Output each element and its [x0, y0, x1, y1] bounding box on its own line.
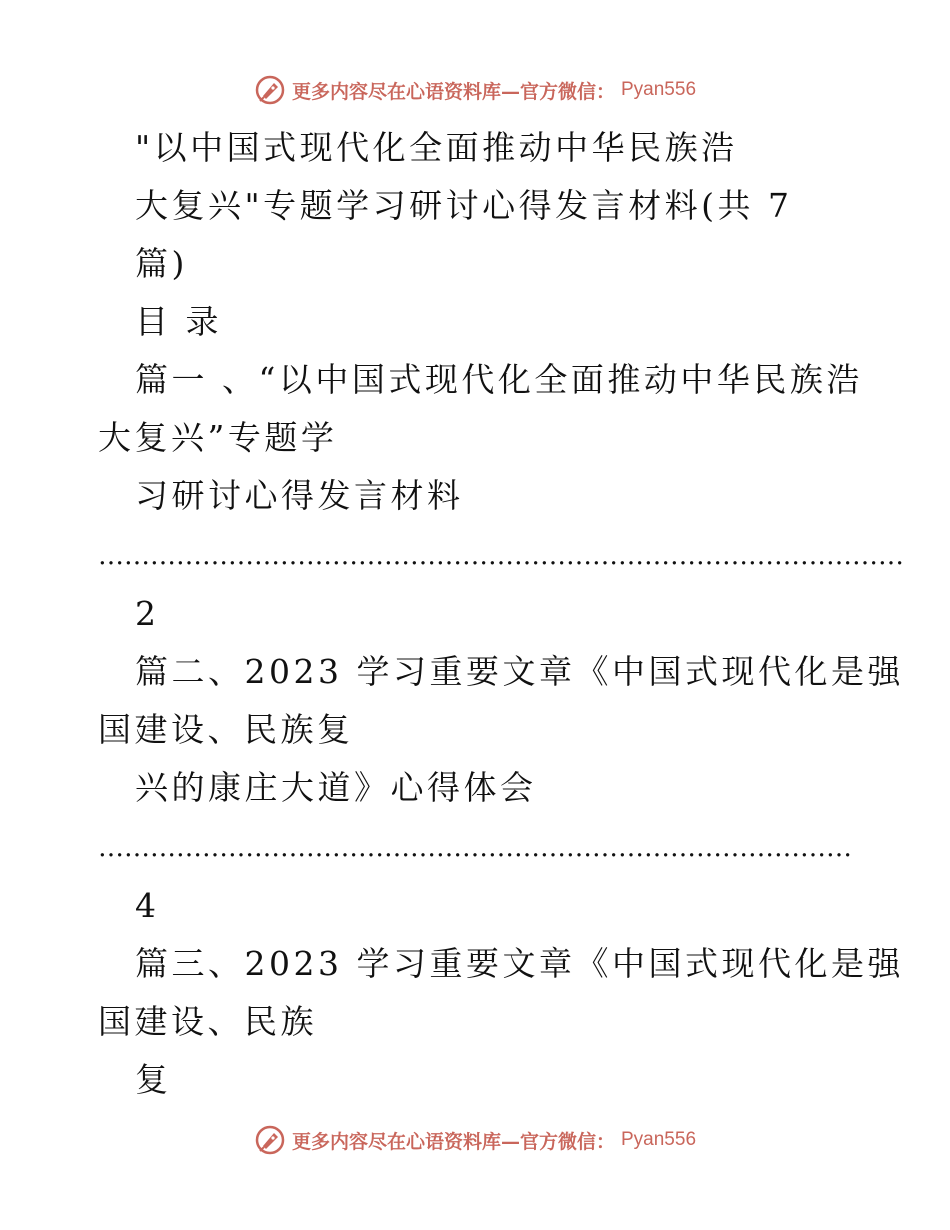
toc-entry-1-page-number: 2 — [135, 594, 160, 633]
toc-heading: 目 录 — [135, 302, 222, 341]
toc-entry-1-line-3: 习研讨心得发言材料 — [135, 476, 464, 515]
toc-entry-2-leader: …………………………………………………………………………… — [98, 833, 852, 863]
toc-entry-3-line-3: 复 — [135, 1060, 172, 1099]
toc-entry-1-line-2: 大复兴”专题学 — [98, 418, 338, 457]
pen-nib-logo-icon — [254, 1124, 286, 1156]
toc-entry-2-page-number: 4 — [135, 886, 160, 925]
toc-entry-2-line-3: 兴的康庄大道》心得体会 — [135, 768, 537, 807]
toc-entry-3-line-2: 国建设、民族 — [98, 1002, 317, 1041]
document-title-line-2: 大复兴"专题学习研讨心得发言材料(共 7 — [135, 186, 793, 225]
watermark-text: 更多内容尽在心语资料库—官方微信： — [291, 80, 615, 103]
toc-entry-1-leader: ………………………………………………………………………………… — [98, 541, 904, 571]
watermark-wechat-id: Pyan556 — [621, 79, 697, 100]
document-title-line-1: "以中国式现代化全面推动中华民族浩 — [135, 128, 738, 167]
footer-watermark-banner — [0, 1120, 950, 1160]
watermark-text: 更多内容尽在心语资料库—官方微信： — [291, 1130, 615, 1153]
document-title-line-3: 篇) — [135, 244, 188, 283]
toc-entry-2-line-2: 国建设、民族复 — [98, 710, 354, 749]
toc-entry-2-line-1: 篇二、2023 学习重要文章《中国式现代化是强 — [135, 652, 904, 691]
watermark-wechat-id: Pyan556 — [621, 1129, 697, 1150]
toc-entry-3-line-1: 篇三、2023 学习重要文章《中国式现代化是强 — [135, 944, 904, 983]
toc-entry-1-line-1: 篇一 、“以中国式现代化全面推动中华民族浩 — [135, 360, 863, 399]
